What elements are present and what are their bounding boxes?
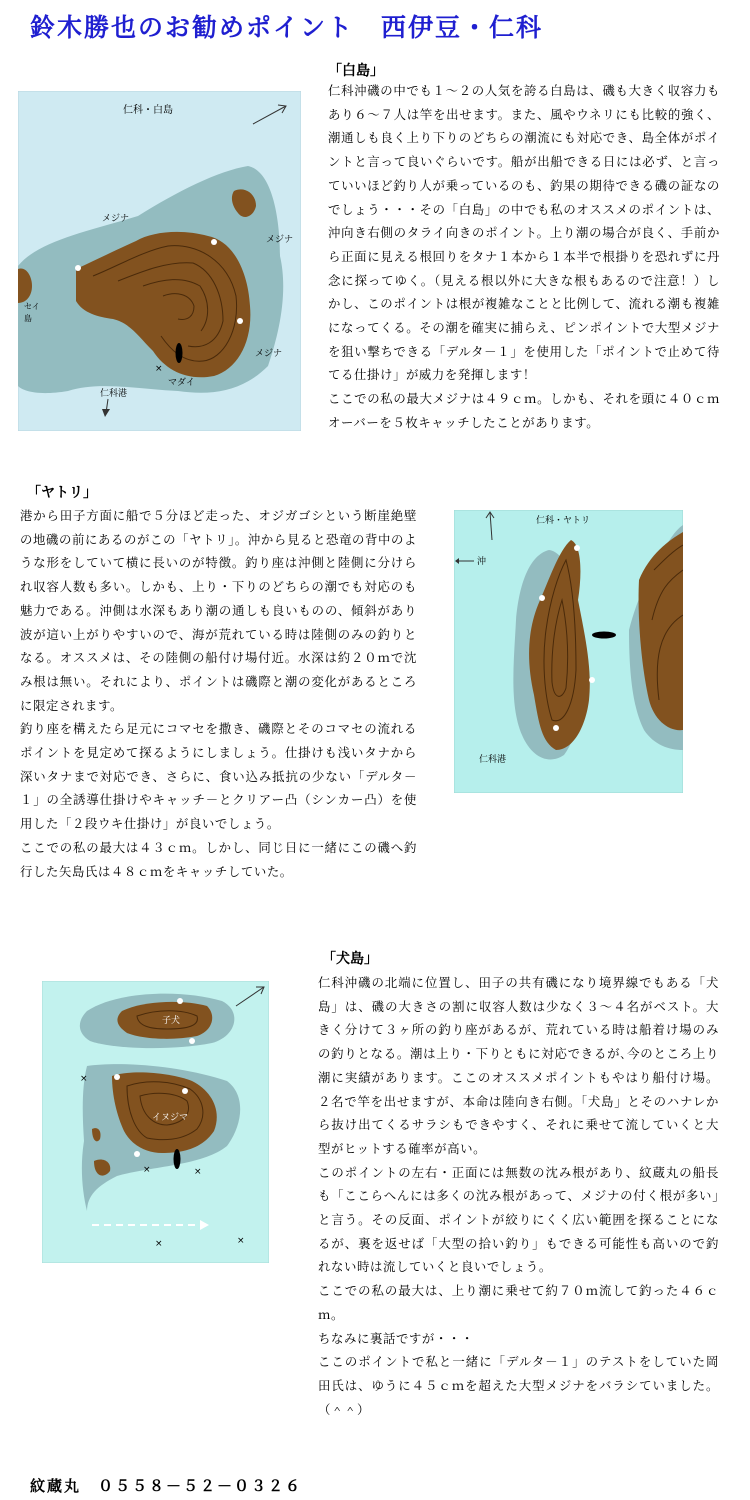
map-inujima	[42, 981, 269, 1267]
paragraph: ちなみに裏話ですが・・・	[318, 1330, 474, 1346]
body-yatori	[20, 504, 417, 883]
section-heading-shiroshima: 「白島」	[328, 63, 384, 79]
map-yatori-title: 仁科・ヤトリ	[536, 516, 591, 526]
map-shiroshima-title: 仁科・白島	[123, 105, 173, 116]
body-shiroshima	[328, 79, 720, 435]
paragraph: ここでの私の最大は４３ｃｍ。しかし、同じ日に一緒にこの磯へ釣行した矢島氏は４８ｃｍをキャッチしていた。	[20, 839, 417, 879]
paragraph: 港から田子方面に船で５分ほど走った、オジガゴシという断崖絶壁の地磯の前にあるのがこの「ヤトリ」。沖から見ると恐竜の背中のような形をしていて横に長いのが特徴。釣り座は沖側と陸側に分けられ収容人数も多い。しかも、上り・下りのどちらの潮でも対応のも魅力である。沖側は水深もあり潮の通しも良いものの、傾斜があり波が這い上がりやすいので、海が荒れている時は陸側のみの釣りとなる。オススメは、その陸側の船付け場付近。水深は約２０ｍで沈み根は無い。それにより、ポイントは磯際と潮の変化があるところに限定されます。	[20, 508, 417, 713]
map-label-inujima: イヌジマ	[152, 1113, 189, 1123]
map-label-shima: 島	[24, 314, 32, 323]
map-label-oki: 沖	[477, 557, 487, 567]
map-label-port: 仁科港	[479, 755, 507, 765]
paragraph: 釣り座を構えたら足元にコマセを撒き、磯際とそのコマセの流れるポイントを見定めて探るようにしましょう。仕掛けも浅いタナから深いタナまで対応でき、さらに、食い込み抵抗の少ない「デルタ－１」の全誘導仕掛けやキャッチ－とクリアー凸（シンカー凸）を使用した「２段ウキ仕掛け」が良いでしょう。	[20, 721, 417, 832]
map-label-mejina-1: メジナ	[102, 214, 130, 224]
map-label-mejina-2: メジナ	[266, 235, 294, 245]
map-label-mejina-3: メジナ	[255, 349, 283, 359]
map-label-madai: マダイ	[168, 378, 195, 388]
svg-text:×: ×	[143, 1165, 151, 1175]
paragraph: 仁科沖磯の中でも１～２の人気を誇る白島は、磯も大きく収容力もあり６～７人は竿を出せます。また、風やウネリにも比較的強く、潮通しも良く上り下りのどちらの潮流にも対応でき、島全体がポイントと言って良いぐらいです。船が出船できる日には必ず、と言っていいほど釣り人が乗っているのも、釣果の期待できる磯の証なのでしょう・・・その「白島」の中でも私のオススメのポイントは、沖向き右側のタライ向きのポイント。上り潮の場合が良く、手前から正面に見える根回りをタナ１本から１本半で根掛りを恐れずに丹念に探ってゆく。（見える根以外に大きな根もあるので注意！）しかし、このポイントは根が複雑なことと比例して、流れる潮も複雑になってくる。その潮を確実に捕らえ、ピンポイントで大型メジナを狙い撃ちできる「デルタ－１」を使用した「ポイントで止めて待てる仕掛け」が威力を発揮します！	[328, 83, 720, 383]
svg-text:×: ×	[80, 1074, 88, 1084]
body-inujima	[318, 971, 719, 1421]
section-heading-yatori: 「ヤトリ」	[27, 485, 97, 501]
svg-text:×: ×	[237, 1236, 245, 1246]
map-shiroshima	[18, 91, 301, 435]
paragraph: 仁科沖磯の北端に位置し、田子の共有磯になり境界線でもある「犬島」は、磯の大きさの割に収容人数は少なく３～４名がベスト。大きく分けて３ヶ所の釣り座があるが、荒れている時は船着け場のみの釣りとなる。潮は上り・下りともに対応できるが､今のところ上り潮に実績があります。ここのオススメポイントもやはり船付け場。２名で竿を出せますが、本命は陸向き右側。「犬島」とそのハナレから抜け出てくるサラシもできやすく、それに乗せて流していくと大型がヒットする確率が高い。	[318, 975, 719, 1156]
page-title: 鈴木勝也のお勧めポイント 西伊豆・仁科	[30, 13, 544, 42]
map-label-sei: セイ	[24, 302, 40, 311]
map-yatori	[454, 510, 683, 797]
footer-contact: 紋蔵丸 ０５５８－５２－０３２６	[30, 1477, 303, 1495]
section-heading-inujima: 「犬島」	[322, 951, 378, 967]
paragraph: ここでの私の最大メジナは４９ｃｍ。しかも、それを頭に４０ｃｍオーバーを５枚キャッチしたことがあります。	[328, 391, 720, 430]
map-label-port: 仁科港	[100, 389, 128, 399]
svg-text:×: ×	[194, 1167, 202, 1177]
paragraph: ここでの私の最大は、上り潮に乗せて約７０ｍ流して釣った４６ｃｍ。	[318, 1283, 719, 1322]
paragraph: このポイントの左右・正面には無数の沈み根があり、紋蔵丸の船長も「ここらへんには多くの沈み根があって、メジナの付く根が多い」と言う。その反面、ポイントが絞りにくく広い範囲を探ることになるが、裏を返せば「大型の拾い釣り」もできる可能性も高いので釣れない時は流していくと良いでしょう。	[318, 1164, 719, 1275]
paragraph: ここのポイントで私と一緒に「デルタ－１」のテストをしていた岡田氏は、ゆうに４５ｃｍを超えた大型メジナをバラシていました。（＾＾）	[318, 1354, 719, 1417]
map-label-koinu: 子犬	[162, 1016, 181, 1026]
svg-text:×: ×	[155, 1239, 163, 1249]
svg-text:×: ×	[155, 364, 163, 374]
